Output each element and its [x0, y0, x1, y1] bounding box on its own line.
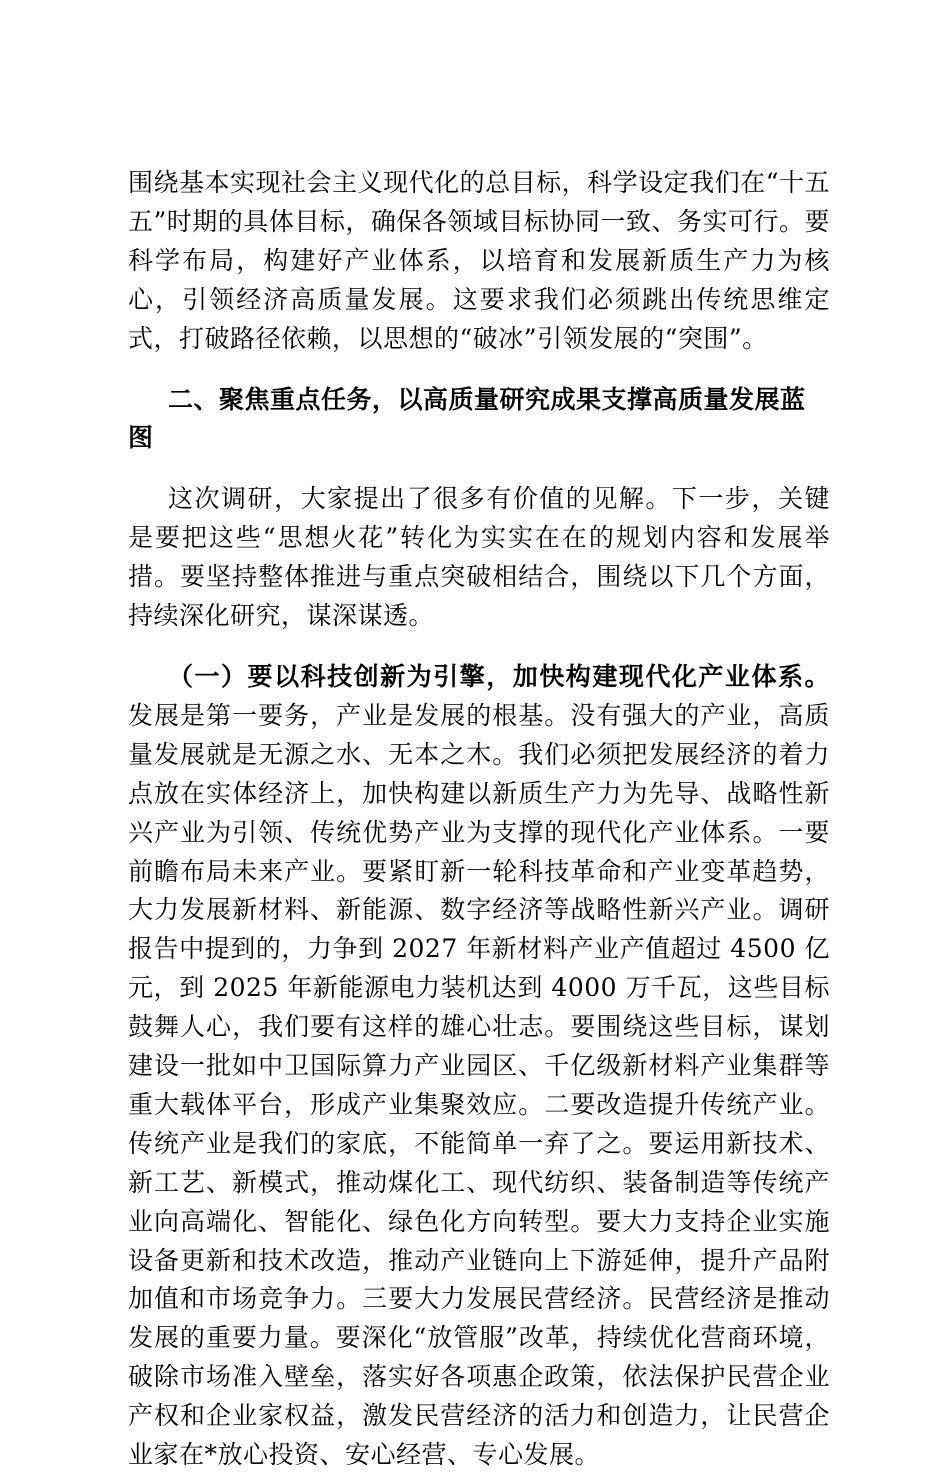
document-body [128, 164, 830, 1475]
paragraph-research-insights: 这次调研，大家提出了很多有价值的见解。下一步，关键是要把这些“思想火花”转化为实实在在的规划内容和发展举措。要坚持整体推进与重点突破相结合，围绕以下几个方面，持续深化研究，谋深谋透。 [128, 484, 830, 631]
section-heading-2: 二、聚焦重点任务，以高质量研究成果支撑高质量发展蓝图 [128, 384, 806, 453]
paragraph-goals: 围绕基本实现社会主义现代化的总目标，科学设定我们在“十五五”时期的具体目标，确保各领域目标协同一致、务实可行。要科学布局，构建好产业体系，以培育和发展新质生产力为核心，引领经济高质量发展。这要求我们必须跳出传统思维定式，打破路径依赖，以思想的“破冰”引领发展的“突围”。 [128, 168, 830, 353]
subsection-lead: （一）要以科技创新为引擎，加快构建现代化产业体系。 [168, 661, 830, 691]
paragraph-industry-system [128, 658, 830, 1475]
subsection-body: 发展是第一要务，产业是发展的根基。没有强大的产业，高质量发展就是无源之水、无本之木。我们必须把发展经济的着力点放在实体经济上，加快构建以新质生产力为先导、战略性新兴产业为引领、传统优势产业为支撑的现代化产业体系。一要前瞻布局未来产业。要紧盯新一轮科技革命和产业变革趋势，大力发展新材料、新能源、数字经济等战略性新兴产业。调研报告中提到的，力争到 2027 年新材料产业产值超过 4500 亿元，到 2025 年新能源电力装机达到 4000 万千瓦，这些目标鼓舞人心，我们要有这样的雄心壮志。要围绕这些目标，谋划建设一批如中卫国际算力产业园区、千亿级新材料产业集群等重大载体平台，形成产业集聚效应。二要改造提升传统产业。传统产业是我们的家底，不能简单一弃了之。要运用新技术、新工艺、新模式，推动煤化工、现代纺织、装备制造等传统产业向高端化、智能化、绿色化方向转型。要大力支持企业实施设备更新和技术改造，推动产业链向上下游延伸，提升产品附加值和市场竞争力。三要大力发展民营经济。民营经济是推动发展的重要力量。要深化“放管服”改革，持续优化营商环境，破除市场准入壁垒，落实好各项惠企政策，依法保护民营企业产权和企业家权益，激发民营经济的活力和创造力，让民营企业家在*放心投资、安心经营、专心发展。 [128, 700, 830, 1470]
